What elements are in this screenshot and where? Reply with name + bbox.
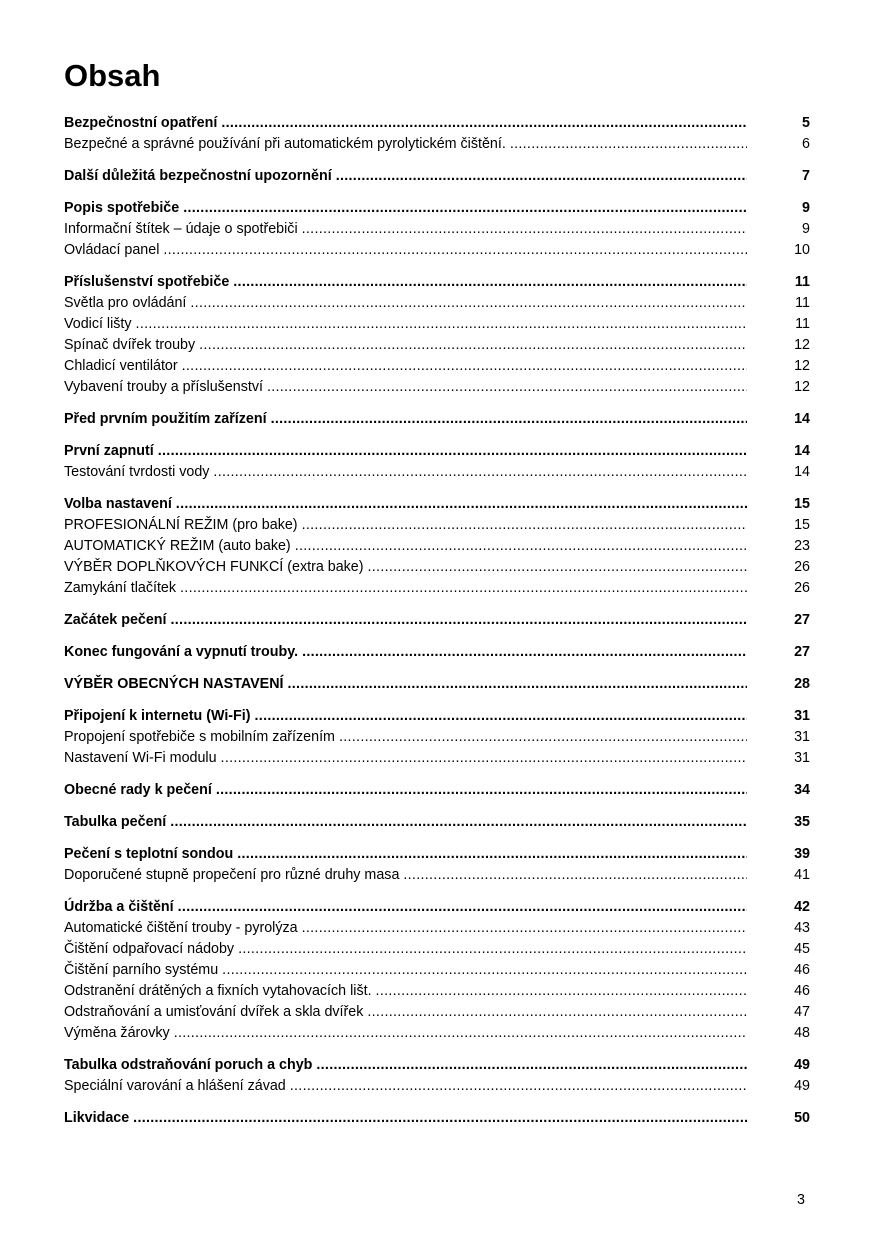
toc-entry-page: 49 bbox=[794, 1057, 810, 1073]
toc-entry-title: Tabulka pečení bbox=[64, 814, 167, 830]
toc-entry-title: Čištění parního systému bbox=[64, 962, 219, 978]
toc-entry-title: Konec fungování a vypnutí trouby. bbox=[64, 644, 299, 660]
dot-leader bbox=[190, 293, 747, 314]
toc-entry-title: Výměna žárovky bbox=[64, 1025, 170, 1041]
toc-entry-title: VÝBĚR OBECNÝCH NASTAVENÍ bbox=[64, 676, 284, 692]
dot-leader bbox=[176, 494, 747, 515]
toc-entry[interactable] bbox=[64, 960, 810, 981]
toc-entry-page: 27 bbox=[794, 644, 810, 660]
toc-entry-title: Testování tvrdosti vody bbox=[64, 464, 210, 480]
toc-entry-title: PROFESIONÁLNÍ REŽIM (pro bake) bbox=[64, 517, 298, 533]
toc-entry-title: Vodicí lišty bbox=[64, 316, 132, 332]
toc-entry-page: 26 bbox=[794, 559, 810, 575]
dot-leader bbox=[302, 219, 747, 240]
dot-leader bbox=[136, 314, 747, 335]
toc-entry-title: Světla pro ovládání bbox=[64, 295, 187, 311]
dot-leader bbox=[216, 780, 747, 801]
dot-leader bbox=[221, 748, 747, 769]
toc-entry-title: Odstraňování a umisťování dvířek a skla dvířek bbox=[64, 1004, 364, 1020]
toc-entry-page: 9 bbox=[802, 221, 810, 237]
dot-leader bbox=[222, 960, 747, 981]
toc-entry-page: 5 bbox=[802, 115, 810, 131]
dot-leader bbox=[336, 166, 747, 187]
toc-entry-title: Čištění odpařovací nádoby bbox=[64, 941, 235, 957]
dot-leader bbox=[133, 1108, 747, 1129]
toc-entry[interactable] bbox=[64, 674, 810, 695]
toc-entry[interactable] bbox=[64, 610, 810, 631]
dot-leader bbox=[237, 844, 747, 865]
toc-entry[interactable] bbox=[64, 515, 810, 536]
toc-entry-title: Spínač dvířek trouby bbox=[64, 337, 196, 353]
toc-entry[interactable] bbox=[64, 293, 810, 314]
toc-entry-title: Popis spotřebiče bbox=[64, 200, 180, 216]
toc-entry-page: 45 bbox=[794, 941, 810, 957]
dot-leader bbox=[255, 706, 747, 727]
toc-entry[interactable] bbox=[64, 748, 810, 769]
toc-entry-title: Další důležitá bezpečnostní upozornění bbox=[64, 168, 332, 184]
dot-leader bbox=[158, 441, 747, 462]
toc-entry-page: 48 bbox=[794, 1025, 810, 1041]
table-of-contents bbox=[64, 113, 810, 1129]
toc-entry-title: Chladicí ventilátor bbox=[64, 358, 178, 374]
dot-leader bbox=[178, 897, 747, 918]
dot-leader bbox=[288, 674, 747, 695]
dot-leader bbox=[174, 1023, 747, 1044]
toc-entry-title: Nastavení Wi-Fi modulu bbox=[64, 750, 217, 766]
toc-entry-title: Údržba a čištění bbox=[64, 899, 174, 915]
toc-entry[interactable] bbox=[64, 377, 810, 398]
toc-entry[interactable] bbox=[64, 1076, 810, 1097]
toc-entry-title: Tabulka odstraňování poruch a chyb bbox=[64, 1057, 313, 1073]
toc-entry-title: Informační štítek – údaje o spotřebiči bbox=[64, 221, 298, 237]
toc-entry-page: 11 bbox=[795, 316, 810, 332]
dot-leader bbox=[510, 134, 747, 155]
dot-leader bbox=[180, 578, 747, 599]
dot-leader bbox=[199, 335, 747, 356]
toc-entry[interactable] bbox=[64, 1002, 810, 1023]
toc-entry-title: Bezpečnostní opatření bbox=[64, 115, 218, 131]
dot-leader bbox=[171, 610, 747, 631]
toc-entry-page: 47 bbox=[794, 1004, 810, 1020]
dot-leader bbox=[295, 536, 747, 557]
toc-entry[interactable] bbox=[64, 1108, 810, 1129]
dot-leader bbox=[302, 515, 747, 536]
dot-leader bbox=[271, 409, 747, 430]
toc-entry-page: 50 bbox=[794, 1110, 810, 1126]
dot-leader bbox=[316, 1055, 747, 1076]
dot-leader bbox=[403, 865, 747, 886]
dot-leader bbox=[267, 377, 747, 398]
toc-entry-title: Ovládací panel bbox=[64, 242, 160, 258]
toc-entry-title: Bezpečné a správné používání při automatickém pyrolytickém čištění. bbox=[64, 136, 506, 152]
toc-entry-page: 31 bbox=[794, 729, 810, 745]
toc-entry-title: Začátek pečení bbox=[64, 612, 167, 628]
toc-entry[interactable] bbox=[64, 939, 810, 960]
toc-entry[interactable] bbox=[64, 981, 810, 1002]
toc-entry[interactable] bbox=[64, 335, 810, 356]
toc-entry-title: Speciální varování a hlášení závad bbox=[64, 1078, 286, 1094]
toc-entry-page: 42 bbox=[794, 899, 810, 915]
toc-entry-title: První zapnutí bbox=[64, 443, 154, 459]
toc-entry-page: 15 bbox=[794, 517, 810, 533]
toc-entry-page: 6 bbox=[802, 136, 810, 152]
toc-entry[interactable] bbox=[64, 536, 810, 557]
toc-entry[interactable] bbox=[64, 166, 810, 187]
page-title: Obsah bbox=[64, 58, 161, 93]
toc-entry[interactable] bbox=[64, 780, 810, 801]
toc-entry-title: Automatické čištění trouby - pyrolýza bbox=[64, 920, 298, 936]
toc-entry-title: Volba nastavení bbox=[64, 496, 172, 512]
toc-entry[interactable] bbox=[64, 134, 810, 155]
toc-entry-title: Připojení k internetu (Wi-Fi) bbox=[64, 708, 251, 724]
toc-entry-page: 39 bbox=[794, 846, 810, 862]
toc-entry-page: 31 bbox=[794, 750, 810, 766]
toc-entry[interactable] bbox=[64, 356, 810, 377]
toc-entry[interactable] bbox=[64, 1023, 810, 1044]
toc-entry[interactable] bbox=[64, 578, 810, 599]
toc-entry[interactable] bbox=[64, 272, 810, 293]
toc-entry-title: Pečení s teplotní sondou bbox=[64, 846, 234, 862]
toc-entry-page: 43 bbox=[794, 920, 810, 936]
toc-entry-title: Příslušenství spotřebiče bbox=[64, 274, 230, 290]
toc-entry-page: 35 bbox=[794, 814, 810, 830]
toc-entry[interactable] bbox=[64, 812, 810, 833]
toc-entry-page: 7 bbox=[802, 168, 810, 184]
dot-leader bbox=[368, 557, 747, 578]
toc-entry-title: Před prvním použitím zařízení bbox=[64, 411, 267, 427]
dot-leader bbox=[221, 113, 747, 134]
toc-entry-title: VÝBĚR DOPLŇKOVÝCH FUNKCÍ (extra bake) bbox=[64, 559, 364, 575]
dot-leader bbox=[238, 939, 747, 960]
toc-entry-page: 41 bbox=[794, 867, 810, 883]
toc-entry[interactable] bbox=[64, 865, 810, 886]
dot-leader bbox=[367, 1002, 747, 1023]
toc-entry[interactable] bbox=[64, 462, 810, 483]
toc-entry-title: Obecné rady k pečení bbox=[64, 782, 212, 798]
toc-entry-title: Zamykání tlačítek bbox=[64, 580, 177, 596]
toc-entry-title: AUTOMATICKÝ REŽIM (auto bake) bbox=[64, 538, 291, 554]
toc-entry-title: Doporučené stupně propečení pro různé druhy masa bbox=[64, 867, 400, 883]
toc-entry-page: 15 bbox=[794, 496, 810, 512]
toc-entry-page: 27 bbox=[794, 612, 810, 628]
toc-entry-page: 10 bbox=[794, 242, 810, 258]
dot-leader bbox=[376, 981, 747, 1002]
toc-entry[interactable] bbox=[64, 113, 810, 134]
dot-leader bbox=[213, 462, 747, 483]
toc-entry[interactable] bbox=[64, 219, 810, 240]
toc-entry[interactable] bbox=[64, 642, 810, 663]
toc-entry[interactable] bbox=[64, 441, 810, 462]
dot-leader bbox=[302, 918, 747, 939]
toc-entry[interactable] bbox=[64, 557, 810, 578]
toc-entry[interactable] bbox=[64, 1055, 810, 1076]
toc-entry-page: 23 bbox=[794, 538, 810, 554]
toc-entry[interactable] bbox=[64, 494, 810, 515]
dot-leader bbox=[182, 356, 747, 377]
toc-entry-title: Likvidace bbox=[64, 1110, 130, 1126]
toc-entry[interactable] bbox=[64, 314, 810, 335]
toc-entry-page: 14 bbox=[794, 443, 810, 459]
toc-entry[interactable] bbox=[64, 240, 810, 261]
toc-entry[interactable] bbox=[64, 706, 810, 727]
toc-entry-page: 11 bbox=[794, 274, 810, 290]
toc-entry[interactable] bbox=[64, 897, 810, 918]
dot-leader bbox=[170, 812, 747, 833]
toc-entry-page: 12 bbox=[794, 337, 810, 353]
toc-entry-page: 26 bbox=[794, 580, 810, 596]
toc-entry-page: 11 bbox=[795, 295, 810, 311]
toc-entry-title: Propojení spotřebiče s mobilním zařízením bbox=[64, 729, 335, 745]
toc-entry-title: Vybavení trouby a příslušenství bbox=[64, 379, 263, 395]
page-number: 3 bbox=[797, 1192, 805, 1208]
dot-leader bbox=[302, 642, 747, 663]
dot-leader bbox=[290, 1076, 747, 1097]
toc-entry[interactable] bbox=[64, 409, 810, 430]
toc-entry-page: 46 bbox=[794, 962, 810, 978]
dot-leader bbox=[233, 272, 747, 293]
toc-entry[interactable] bbox=[64, 844, 810, 865]
toc-entry[interactable] bbox=[64, 727, 810, 748]
dot-leader bbox=[339, 727, 747, 748]
toc-entry-page: 34 bbox=[794, 782, 810, 798]
toc-entry-page: 12 bbox=[794, 379, 810, 395]
toc-entry-title: Odstranění drátěných a fixních vytahovacích lišt. bbox=[64, 983, 372, 999]
toc-entry-page: 12 bbox=[794, 358, 810, 374]
toc-entry-page: 28 bbox=[794, 676, 810, 692]
toc-entry-page: 9 bbox=[802, 200, 810, 216]
toc-entry[interactable] bbox=[64, 198, 810, 219]
toc-entry-page: 14 bbox=[794, 464, 810, 480]
toc-entry-page: 46 bbox=[794, 983, 810, 999]
toc-entry-page: 49 bbox=[794, 1078, 810, 1094]
toc-entry-page: 14 bbox=[794, 411, 810, 427]
toc-entry-page: 31 bbox=[794, 708, 810, 724]
dot-leader bbox=[163, 240, 747, 261]
toc-entry[interactable] bbox=[64, 918, 810, 939]
dot-leader bbox=[183, 198, 747, 219]
